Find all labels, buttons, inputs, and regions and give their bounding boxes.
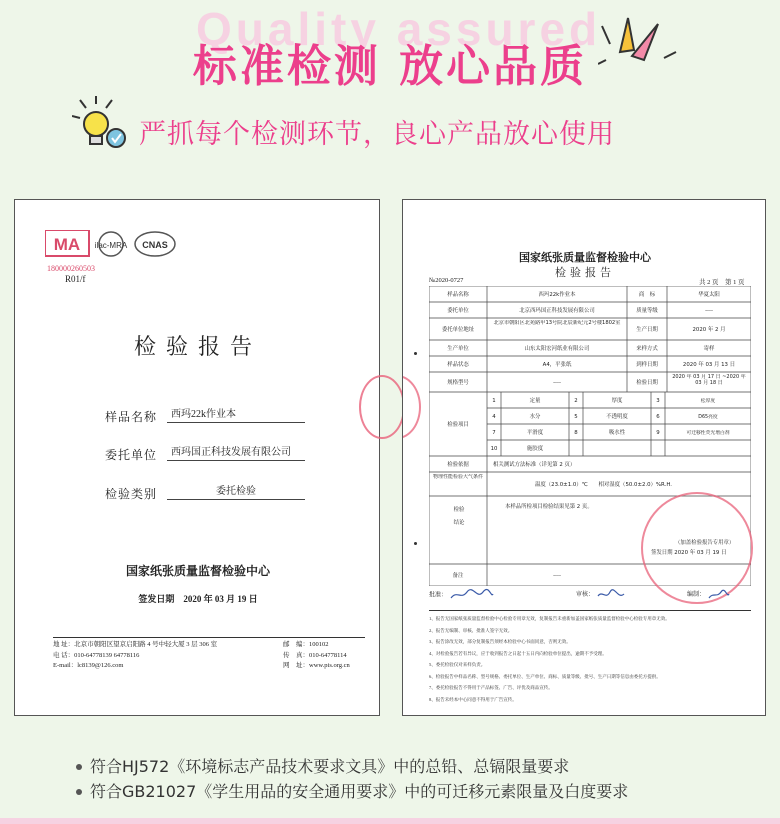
- basis-label: 检验依据: [447, 462, 469, 468]
- row-key: 委托单位地址: [441, 327, 475, 333]
- item-number: 5: [574, 414, 578, 420]
- compliance-item: 符合HJ572《环境标志产品技术要求文具》中的总铅、总镉限量要求: [76, 754, 628, 779]
- item-name: 不透明度: [606, 414, 628, 420]
- signature-row: [429, 588, 751, 602]
- row-value: 山东太阳宏河纸业有限公司: [524, 346, 590, 352]
- row-value: 2020 年 03 月 17 日 ~2020 年 03 月 18 日: [672, 374, 746, 386]
- row-key: 检验日期: [636, 380, 658, 386]
- svg-text:MA: MA: [53, 235, 81, 254]
- basis-value: 相关测试方法标准（详见第 2 页）: [493, 462, 576, 468]
- row-value: 北京西玛国正科技发展有限公司: [519, 308, 595, 314]
- conditions-value: 温度（23.0±1.0）℃ 相对湿度（50.0±2.0）%R.H.: [535, 482, 672, 488]
- field-label: 检验类别: [105, 487, 158, 501]
- item-name: 吸水性: [608, 430, 626, 436]
- margin-dot: [414, 352, 417, 355]
- seal-stamp-edge: [402, 375, 421, 439]
- remark-value: ----: [553, 573, 561, 579]
- note-item: 4、对检验报告若有异议，应于收到报告之日起十五日内向检验单位提出，逾期不予受理。: [429, 650, 607, 656]
- row-value: A4，平张纸: [542, 362, 572, 368]
- item-name: 水分: [529, 414, 541, 420]
- note-item: 2、报告无编制、审核、批准人签字无效。: [429, 627, 513, 633]
- row-key: 商 标: [638, 292, 656, 298]
- item-number: 4: [492, 414, 496, 420]
- item-number: 1: [492, 398, 496, 404]
- item-number: 7: [492, 430, 496, 436]
- field-value: 委托检验: [167, 482, 305, 500]
- item-name: 厚度: [611, 398, 623, 404]
- report-cover-page: [14, 199, 380, 716]
- certificate-serial: 180000260503: [47, 264, 95, 273]
- item-number: 3: [656, 398, 660, 404]
- item-number: 6: [656, 414, 660, 420]
- remark-label: 备注: [452, 573, 464, 579]
- field-inspection-type: [105, 485, 256, 502]
- row-key: 生产单位: [447, 346, 469, 352]
- row-value: ----: [705, 308, 713, 314]
- report-detail-page: [402, 199, 766, 716]
- field-label: 委托单位: [105, 448, 158, 462]
- note-item: 3、报告涂改无效，部分复制报告须经本检验中心书面同意，否则无效。: [429, 639, 571, 644]
- page-title: 标准检测 放心品质: [192, 41, 588, 92]
- editor-signature: [707, 588, 731, 602]
- bottom-accent-bar: [0, 818, 780, 824]
- item-name: 可迁移性荧光增白剂: [686, 431, 730, 436]
- report-title: 检验报告: [133, 335, 262, 360]
- bullet-icon: [76, 789, 82, 795]
- reviewer-signature: [596, 588, 626, 602]
- page-indicator: 共 2 页 第 1 页: [699, 279, 745, 286]
- report-notes: [429, 610, 751, 705]
- subtitle: 严抓每个检测环节，良心产品放心使用: [139, 119, 615, 150]
- approver-signature: [449, 588, 495, 602]
- row-key: 样品状态: [447, 362, 469, 368]
- note-item: 6、检验报告中样品名称、型号规格、委托单位、生产单位、商标、质量等级、批号、生产日期等信息由委托方提供。: [429, 673, 661, 679]
- background-watermark-text: Quality assured: [196, 3, 602, 55]
- issuing-organization: 国家纸张质量监督检验中心: [125, 564, 270, 578]
- row-key: 生产日期: [636, 327, 658, 333]
- field-client: [105, 446, 291, 463]
- row-value: 西玛22k作业本: [538, 292, 576, 298]
- row-key: 质量等级: [636, 308, 658, 314]
- item-name: 定量: [529, 398, 541, 404]
- svg-text:CNAS: CNAS: [142, 240, 168, 250]
- approve-label: 批准：: [429, 592, 448, 599]
- conclusion-label: 检验结论: [453, 507, 465, 526]
- report-title: 检验报告: [555, 266, 615, 279]
- row-key: 来样方式: [636, 346, 658, 352]
- field-value: 西玛国正科技发展有限公司: [167, 443, 305, 461]
- compliance-item: 符合GB21027《学生用品的安全通用要求》中的可迁移元素限量及白度要求: [76, 779, 628, 804]
- row-value: 2020 年 03 月 13 日: [682, 362, 736, 368]
- item-name: D65亮度: [698, 415, 718, 420]
- issue-date: 签发日期 2020 年 03 月 19 日: [138, 594, 258, 604]
- bullet-icon: [76, 764, 82, 770]
- row-value: 华夏太阳: [698, 292, 720, 298]
- item-name: 平滑度: [526, 430, 544, 436]
- row-value: 2020 年 2 月: [692, 327, 726, 333]
- sparkle-icon: [598, 4, 678, 74]
- row-key: 委托单位: [447, 308, 469, 314]
- conditions-label: 物理性能检验大气条件: [432, 474, 483, 480]
- edit-label: 编制：: [687, 592, 706, 599]
- item-number: 9: [656, 430, 660, 436]
- seal-date: 签发日期 2020 年 03 月 19 日: [651, 550, 727, 556]
- lightbulb-icon: [72, 96, 130, 154]
- contact-footer: 地 址：北京市朝阳区望京启阳路 4 号中轻大厦 3 层 306 室 邮 编：100102 电 话：010-64778139 64778116 传 真：010-64778114 E-mail：lc8139@126.com 网 址：www.pis.org.cn: [53, 637, 365, 672]
- item-name: 松厚度: [700, 399, 716, 404]
- item-name: 施胶度: [526, 446, 544, 452]
- report-number: №2020-0727: [429, 277, 464, 284]
- certification-logos: [45, 230, 205, 268]
- item-number: 2: [574, 398, 578, 404]
- note-item: 5、委托检验仅对来样负责。: [429, 662, 486, 667]
- svg-text:ilac-MRA: ilac-MRA: [94, 241, 128, 250]
- seal-text: （加盖检验报告专用章）: [675, 540, 735, 546]
- field-value: 西玛22k作业本: [167, 405, 305, 423]
- row-key: 到样日期: [636, 362, 658, 368]
- items-label: 检验项目: [447, 422, 469, 428]
- report-organization: 国家纸张质量监督检验中心: [519, 251, 651, 264]
- item-number: 8: [574, 430, 578, 436]
- field-label: 样品名称: [105, 410, 158, 424]
- review-label: 审核：: [576, 592, 595, 599]
- seal-stamp-edge: [359, 375, 405, 439]
- note-item: 7、委托检验报告不得用于产品标签、广告、评优及商品宣传。: [429, 685, 553, 690]
- note-item: 1、报告无国家纸张质量监督检验中心检验专用章无效，复制报告未重新加盖国家纸张质量监督检验中心检验专用章无效。: [429, 616, 670, 621]
- row-value: 北京市朝阳区北苑路甲13号院北辰新纪元2号楼1802室: [493, 320, 621, 326]
- form-code: R01/f: [65, 274, 86, 284]
- row-key: 规格型号: [447, 380, 469, 386]
- conclusion-value: 本样品所检项目检验结果见第 2 页。: [505, 504, 593, 510]
- compliance-list: [76, 754, 628, 804]
- row-value: ----: [553, 380, 561, 386]
- note-item: 8、报告未经本中心同意不得用于广告宣传。: [429, 696, 517, 702]
- row-value: 寄样: [703, 346, 715, 352]
- field-sample-name: [105, 408, 236, 425]
- row-key: 样品名称: [447, 292, 469, 298]
- item-number: 10: [490, 446, 498, 452]
- margin-dot: [414, 542, 417, 545]
